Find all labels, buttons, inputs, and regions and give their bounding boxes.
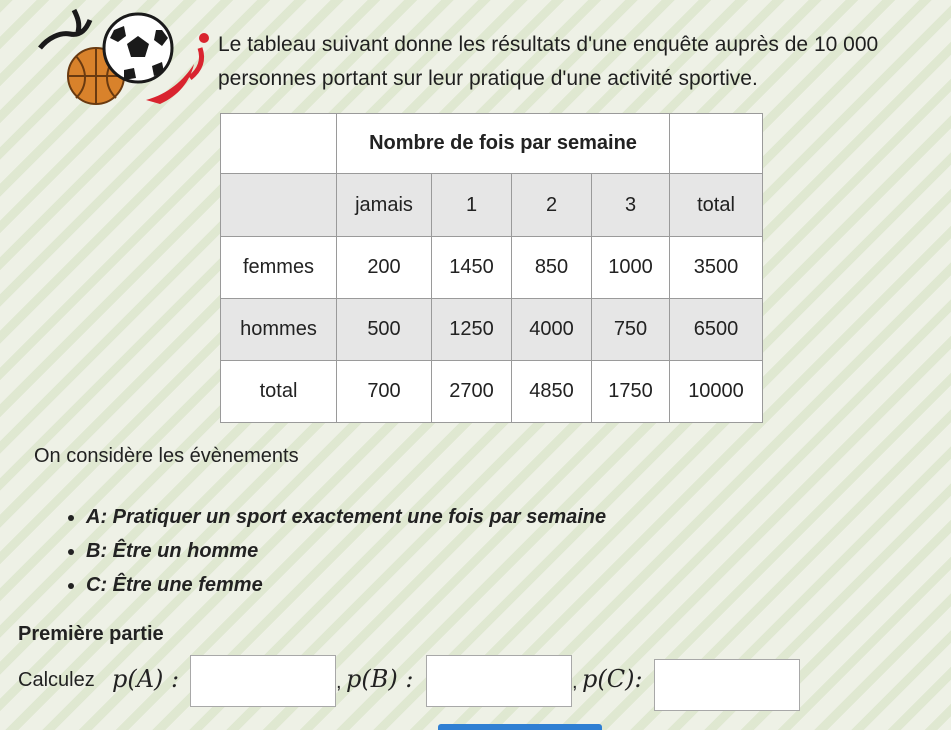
table-cell: 6500 (670, 299, 763, 361)
column-header: total (670, 174, 763, 237)
table-cell: 1750 (592, 361, 670, 423)
column-header: jamais (337, 174, 432, 237)
table-row (221, 237, 763, 299)
corner-empty-cell-right (670, 114, 763, 174)
intro-text (218, 28, 938, 96)
events-intro: On considère les évènements (34, 445, 299, 467)
list-item-event-c: • C: Être une femme (86, 568, 606, 602)
list-item-event-a: • A: Pratiquer un sport exactement une fois par semaine (86, 500, 606, 534)
separator: , (336, 671, 342, 693)
results-table (220, 113, 763, 423)
table-cell: 750 (592, 299, 670, 361)
prob-c-label: p(C): (582, 665, 643, 693)
table-cell: 2700 (432, 361, 512, 423)
table-cell: 500 (337, 299, 432, 361)
list-item-event-b: • B: Être un homme (86, 534, 606, 568)
table-cell: 3500 (670, 237, 763, 299)
table-cell: 200 (337, 237, 432, 299)
table-cell: 10000 (670, 361, 763, 423)
events-list (62, 500, 606, 602)
intro-line-1: Le tableau suivant donne les résultats d'une enquête auprès de 10 000 (218, 33, 879, 56)
row-label: hommes (221, 299, 337, 361)
table-cell: 850 (512, 237, 592, 299)
table-cell: 4000 (512, 299, 592, 361)
column-header: 2 (512, 174, 592, 237)
table-cell: 1450 (432, 237, 512, 299)
intro-line-2: personnes portant sur leur pratique d'une activité sportive. (218, 67, 758, 90)
sports-logo (28, 4, 218, 106)
column-header-empty (221, 174, 337, 237)
table-cell: 1250 (432, 299, 512, 361)
row-label: total (221, 361, 337, 423)
part-title: Première partie (18, 623, 164, 645)
calculation-line (18, 655, 918, 711)
calc-label: Calculez (18, 669, 95, 691)
table-cell: 4850 (512, 361, 592, 423)
runner-figure-icon (40, 20, 90, 48)
table-cell: 1000 (592, 237, 670, 299)
table-row (221, 361, 763, 423)
column-header: 3 (592, 174, 670, 237)
group-header-cell: Nombre de fois par semaine (337, 114, 670, 174)
answer-input-pc[interactable] (654, 659, 800, 711)
bottom-action-bar[interactable] (438, 724, 602, 730)
table-row (221, 299, 763, 361)
corner-empty-cell (221, 114, 337, 174)
table-cell: 700 (337, 361, 432, 423)
answer-input-pb[interactable] (426, 655, 572, 707)
prob-a-label: p(A) : (112, 665, 180, 693)
row-label: femmes (221, 237, 337, 299)
column-header: 1 (432, 174, 512, 237)
separator: , (572, 671, 578, 693)
answer-input-pa[interactable] (190, 655, 336, 707)
prob-b-label: p(B) : (346, 665, 414, 693)
